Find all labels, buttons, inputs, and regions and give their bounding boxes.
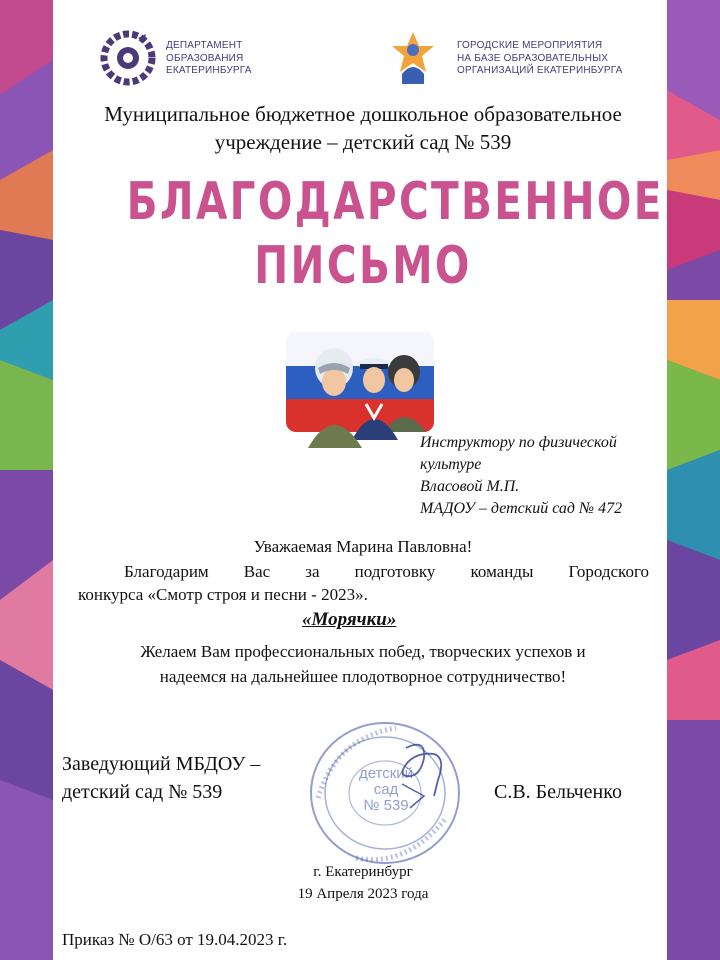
- city: г. Екатеринбург: [313, 864, 413, 880]
- recipient-name: Власовой М.П.: [420, 478, 520, 495]
- left-logo-line: ОБРАЗОВАНИЯ: [166, 52, 244, 64]
- stamp-text-line: № 539: [363, 797, 409, 814]
- military-figures-illustration: [286, 332, 434, 456]
- stamp-text-line: сад: [373, 781, 399, 798]
- title-line: БЛАГОДАРСТВЕННОЕ: [126, 172, 664, 232]
- team-name: «Морячки»: [302, 609, 397, 630]
- date: 19 Апреля 2023 года: [297, 886, 429, 902]
- left-logo-line: ЕКАТЕРИНБУРГА: [166, 65, 252, 76]
- thanks-line: Благодарим Вас за подготовку команды Городского: [124, 562, 649, 581]
- left-logo-line: ДЕПАРТАМЕНТ: [166, 40, 243, 51]
- star-person-icon: [388, 30, 438, 86]
- organization-name-line: Муниципальное бюджетное дошкольное образовательное: [104, 102, 622, 126]
- right-logo-line: ГОРОДСКИЕ МЕРОПРИЯТИЯ: [457, 40, 603, 51]
- wish-line: надеемся на дальнейшее плодотворное сотрудничество!: [159, 667, 567, 686]
- recipient-line: Инструктору по физической: [420, 434, 617, 451]
- left-logo-text: [166, 40, 252, 78]
- greeting: Уважаемая Марина Павловна!: [253, 537, 473, 556]
- organization-name-line: учреждение – детский сад № 539: [214, 130, 512, 154]
- right-logo-line: ОРГАНИЗАЦИЙ ЕКАТЕРИНБУРГА: [457, 65, 623, 76]
- wish-line: Желаем Вам профессиональных побед, творческих успехов и: [140, 642, 586, 661]
- document-title: [126, 170, 664, 298]
- stamp-text-line: детский: [358, 765, 414, 782]
- signatory-position-line: Заведующий МБДОУ –: [62, 753, 261, 775]
- order-reference: Приказ № О/63 от 19.04.2023 г.: [62, 930, 288, 949]
- right-logo-line: НА БАЗЕ ОБРАЗОВАТЕЛЬНЫХ: [457, 52, 609, 64]
- signatory-position: [62, 750, 322, 806]
- right-logo-text: [457, 40, 623, 78]
- recipient-organization: МАДОУ – детский сад № 472: [420, 500, 623, 517]
- stamp-text: [346, 766, 426, 814]
- signatory-position-line: детский сад № 539: [62, 781, 223, 803]
- gear-emblem-icon: [100, 30, 156, 86]
- thanks-line: конкурса «Смотр строя и песни - 2023».: [78, 585, 368, 604]
- recipient-line: культуре: [420, 456, 482, 473]
- recipient-block: [420, 432, 670, 520]
- signatory-name: С.В. Бельченко: [494, 781, 622, 803]
- organization-name: [60, 100, 666, 156]
- title-line: ПИСЬМО: [254, 236, 472, 296]
